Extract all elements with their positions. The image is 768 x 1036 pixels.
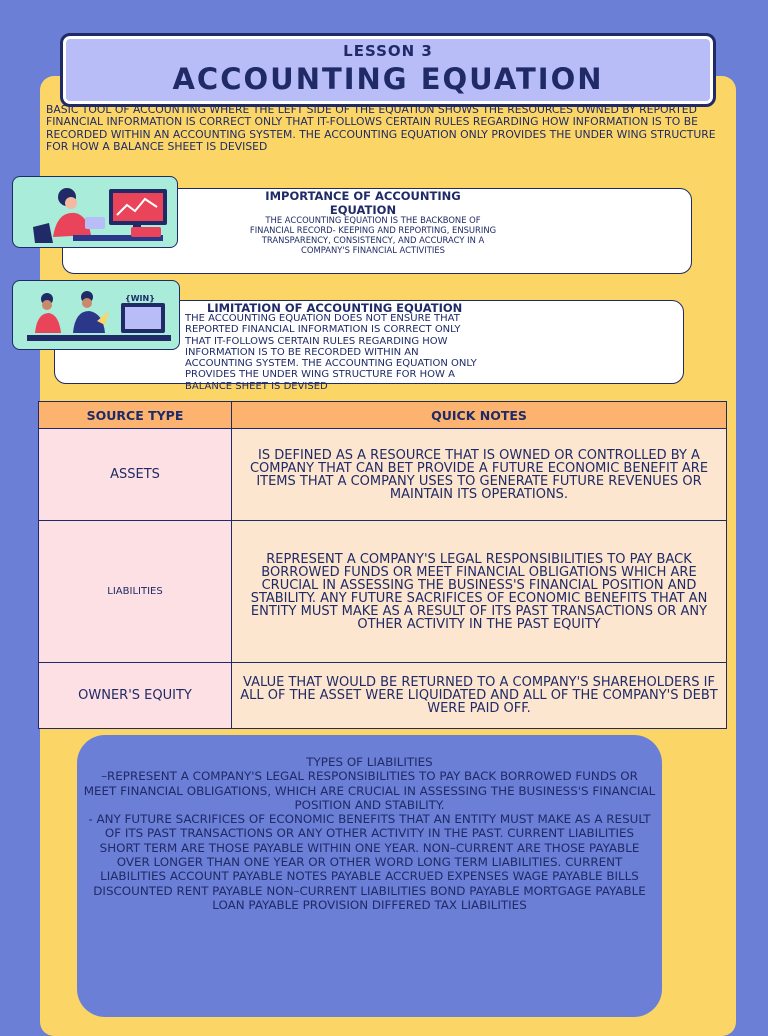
note-cell-liabilities: REPRESENT A COMPANY'S LEGAL RESPONSIBILITIES TO PAY BACK BORROWED FUNDS OR MEET FINANCIAL OBLIGATIONS WHICH ARE CRUCIAL IN ASSESSING THE BUSINESS'S FINANCIAL POSITION AND STABILITY. ANY FUTURE SACRIFICES OF ECONOMIC BENEFITS THAT AN ENTITY MUST MAKE AS A RESULT OF ITS PAST TRANSACTIONS OR ANY OTHER ACTIVITY IN THE PAST EQUITY [232,521,727,663]
column-header-quick-notes: QUICK NOTES [232,402,727,429]
source-cell-owners-equity: OWNER'S EQUITY [39,663,232,729]
note-cell-assets: IS DEFINED AS A RESOURCE THAT IS OWNED OR CONTROLLED BY A COMPANY THAT CAN BET PROVIDE A FUTURE ECONOMIC BENEFIT ARE ITEMS THAT A COMPANY USES TO GENERATE FUTURE REVENUES OR MAINTAIN ITS OPERATIONS. [232,429,727,521]
importance-title-line2: EQUATION [329,203,397,217]
column-header-source-type: SOURCE TYPE [39,402,232,429]
limitation-text-line6: PROVIDES THE UNDER WING STRUCTURE FOR HOW A [185,369,455,381]
title-banner [60,33,716,107]
table-header-row [39,402,727,429]
illustration-person-at-computer [12,176,178,248]
importance-text-line2: FINANCIAL RECORD- KEEPING AND REPORTING, ENSURING [249,225,497,235]
intro-paragraph: BASIC TOOL OF ACCOUNTING WHERE THE LEFT SIDE OF THE EQUATION SHOWS THE RESOURCES OWNED BY REPORTED FINANCIAL INFORMATION IS CORRECT ONLY THAT IT-FOLLOWS CERTAIN RULES REGARDING HOW INFORMATION IS TO BE RECORDED WITHIN AN ACCOUNTING SYSTEM. THE ACCOUNTING EQUATION ONLY PROVIDES THE UNDER WING STRUCTURE FOR HOW A BALANCE SHEET IS DEVISED [46,103,716,153]
importance-text-line3: TRANSPARENCY, CONSISTENCY, AND ACCURACY IN A [261,235,485,245]
page-title: ACCOUNTING EQUATION [172,62,604,96]
illustration-team-at-desk [12,280,180,350]
limitation-text-line2: REPORTED FINANCIAL INFORMATION IS CORRECT ONLY [185,324,461,336]
importance-title-line1: IMPORTANCE OF ACCOUNTING [265,189,461,203]
limitation-text-line3: THAT IT-FOLLOWS CERTAIN RULES REGARDING HOW [185,335,448,347]
table-row [39,663,727,729]
importance-text-line4: COMPANY'S FINANCIAL ACTIVITIES [301,245,445,255]
types-paragraph-2: - ANY FUTURE SACRIFICES OF ECONOMIC BENEFITS THAT AN ENTITY MUST MAKE AS A RESULT OF ITS PAST TRANSACTIONS OR ANY OTHER ACTIVITY IN THE PAST. CURRENT LIABILITIES SHORT TERM ARE THOSE PAYABLE WITHIN ONE YEAR. NON–CURRENT ARE THOSE PAYABLE OVER LONGER THAN ONE YEAR OR OTHER WORD LONG TERM LIABILITIES. CURRENT LIABILITIES ACCOUNT PAYABLE NOTES PAYABLE ACCRUED EXPENSES WAGE PAYABLE BILLS DISCOUNTED RENT PAYABLE NON–CURRENT LIABILITIES BOND PAYABLE MORTGAGE PAYABLE LOAN PAYABLE PROVISION DIFFERED TAX LIABILITIES [88,812,651,912]
types-of-liabilities-box [77,735,662,1017]
quick-notes-table [38,401,727,729]
limitation-text-line7: BALANCE SHEET IS DEVISED [185,380,328,392]
table-row [39,429,727,521]
table-row [39,521,727,663]
limitation-text-line1: THE ACCOUNTING EQUATION DOES NOT ENSURE THAT [185,313,460,324]
source-cell-assets: ASSETS [39,429,232,521]
types-heading: TYPES OF LIABILITIES [306,755,433,769]
types-paragraph-1: –REPRESENT A COMPANY'S LEGAL RESPONSIBILITIES TO PAY BACK BORROWED FUNDS OR MEET FINANCIAL OBLIGATIONS, WHICH ARE CRUCIAL IN ASSESSING THE BUSINESS'S FINANCIAL POSITION AND STABILITY. [83,769,656,812]
note-cell-owners-equity: VALUE THAT WOULD BE RETURNED TO A COMPANY'S SHAREHOLDERS IF ALL OF THE ASSET WERE LIQUIDATED AND ALL OF THE COMPANY'S DEBT WERE PAID OFF. [232,663,727,729]
source-cell-liabilities: LIABILITIES [39,521,232,663]
limitation-text-line5: ACCOUNTING SYSTEM. THE ACCOUNTING EQUATION ONLY [185,358,477,370]
limitation-text-line4: INFORMATION IS TO BE RECORDED WITHIN AN [185,346,419,358]
win-badge: {WIN} [125,294,155,303]
lesson-label: LESSON 3 [343,42,433,60]
importance-text-line1: THE ACCOUNTING EQUATION IS THE BACKBONE OF [265,215,481,225]
limitation-title: LIMITATION OF ACCOUNTING EQUATION [207,301,463,315]
